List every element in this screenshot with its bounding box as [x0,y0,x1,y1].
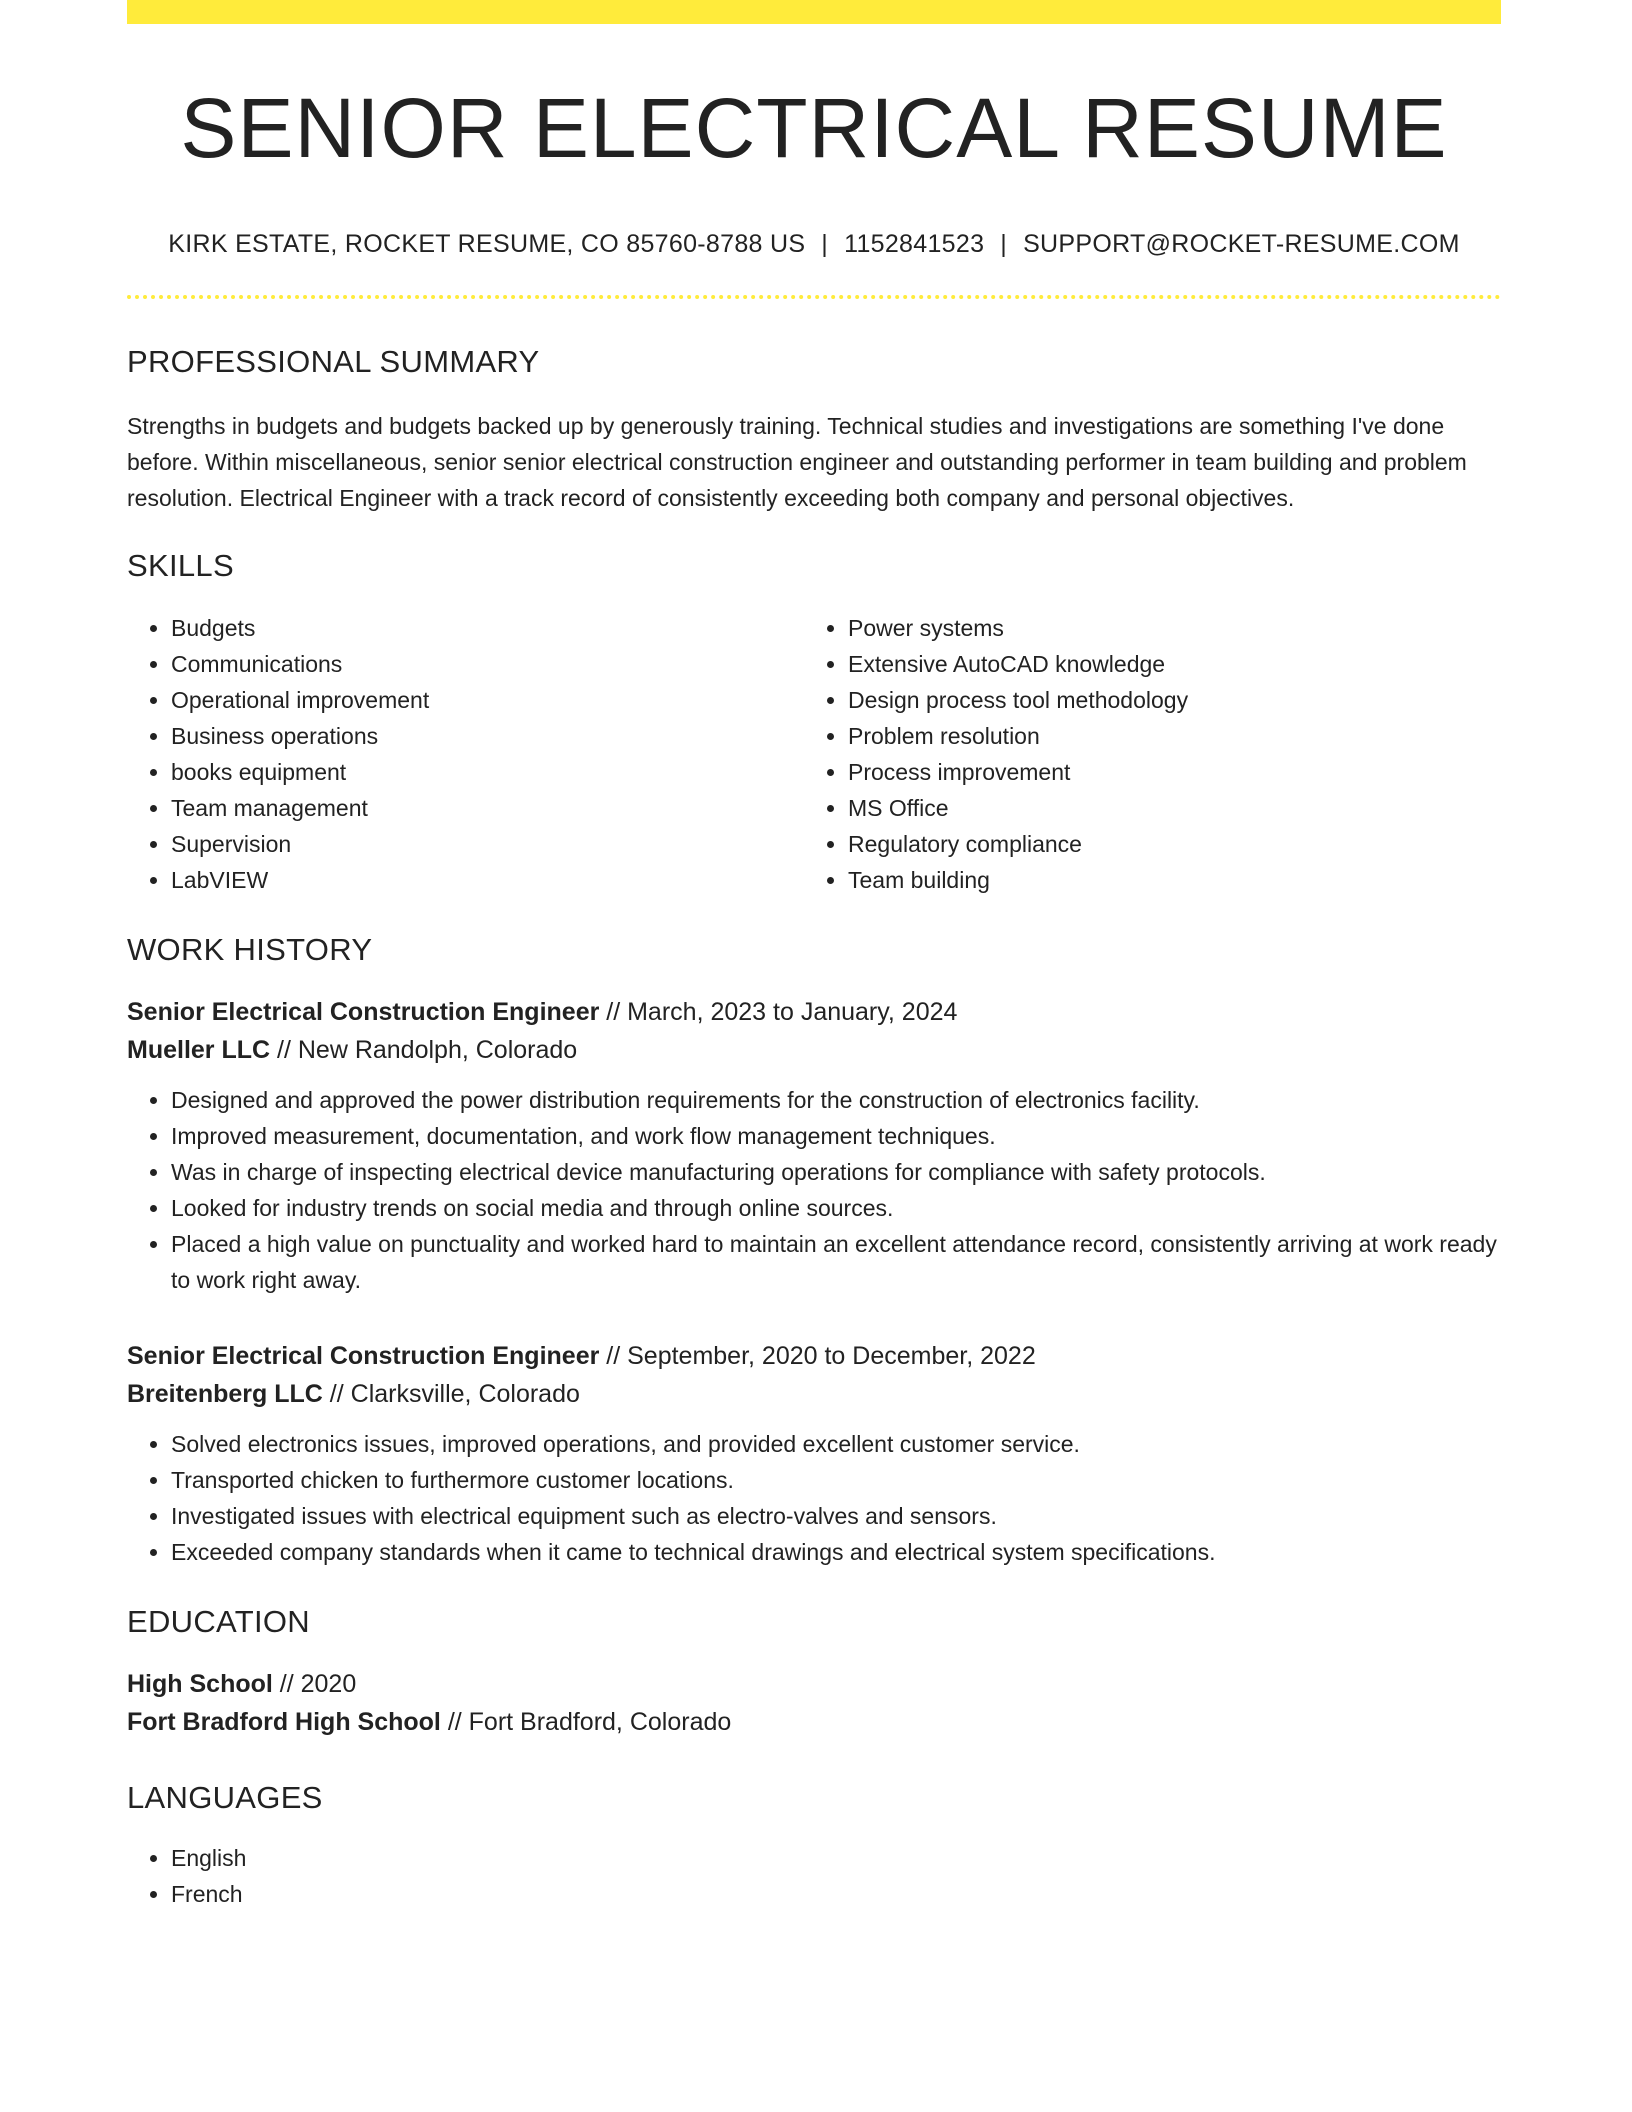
skill-item: • Process improvement [848,754,1481,790]
job-bullet: • Solved electronics issues, improved operations, and provided excellent customer service. [171,1426,1501,1462]
education-entry [127,1666,1501,1742]
job-bullets [127,1426,1501,1570]
contact-phone: 1152841523 [844,230,985,259]
skill-item: • Business operations [171,718,804,754]
resume-title: SENIOR ELECTRICAL RESUME [180,81,1448,175]
summary-text: Strengths in budgets and budgets backed up by generously training. Technical studies and investigations are something I've done before. Within miscellaneous, senior senior electrical construction engineer and outstanding performer in team building and problem resolution. Electrical Engineer with a track record of consistently exceeding both company and personal objectives. [127,413,1467,512]
contact-email: SUPPORT@ROCKET-RESUME.COM [1023,230,1460,259]
education-location: // Fort Bradford, Colorado [440,1708,732,1737]
job-location: // New Randolph, Colorado [270,1036,578,1065]
education-year: // 2020 [272,1670,357,1699]
contact-address: KIRK ESTATE, ROCKET RESUME, CO 85760-8788 US [168,230,806,259]
skill-item: • Power systems [848,610,1481,646]
job-bullet: • Investigated issues with electrical equipment such as electro-valves and sensors. [171,1498,1501,1534]
dotted-divider [127,295,1501,299]
languages-heading: LANGUAGES [127,1780,323,1816]
job-bullet: • Transported chicken to furthermore customer locations. [171,1462,1501,1498]
job-entry [127,994,1501,1298]
job-company: Mueller LLC [127,1036,271,1065]
resume-page [127,0,1501,1912]
language-item: • French [171,1876,1501,1912]
job-title-line [127,1338,1501,1374]
job-bullet: • Improved measurement, documentation, and work flow management techniques. [171,1118,1501,1154]
skill-item: • Supervision [171,826,804,862]
job-bullet: • Exceeded company standards when it came to technical drawings and electrical system specifications. [171,1534,1501,1570]
job-location: // Clarksville, Colorado [322,1380,580,1409]
skill-item: • books equipment [171,754,804,790]
job-position: Senior Electrical Construction Engineer [127,998,600,1027]
skill-item: • LabVIEW [171,862,804,898]
skill-item: • Problem resolution [848,718,1481,754]
skills-left-column [127,610,804,898]
job-title-line [127,994,1501,1030]
job-company-line [127,1030,1501,1070]
skills-heading: SKILLS [127,548,234,584]
job-company: Breitenberg LLC [127,1380,323,1409]
job-dates: // September, 2020 to December, 2022 [599,1342,1036,1371]
skill-item: • Communications [171,646,804,682]
job-dates: // March, 2023 to January, 2024 [599,998,958,1027]
skill-item: • Regulatory compliance [848,826,1481,862]
accent-top-bar [127,0,1501,24]
language-item: • English [171,1840,1501,1876]
skill-item: • MS Office [848,790,1481,826]
education-school: Fort Bradford High School [127,1708,441,1737]
job-entry [127,1338,1501,1570]
contact-line [127,230,1501,259]
languages-list [127,1840,1501,1912]
education-degree: High School [127,1670,273,1699]
summary-heading: PROFESSIONAL SUMMARY [127,344,540,380]
skill-item: • Design process tool methodology [848,682,1481,718]
skill-item: • Team management [171,790,804,826]
education-degree-line [127,1666,1501,1702]
skill-item: • Extensive AutoCAD knowledge [848,646,1481,682]
job-bullet: • Designed and approved the power distribution requirements for the construction of electronics facility. [171,1082,1501,1118]
job-bullet: • Placed a high value on punctuality and worked hard to maintain an excellent attendance record, consistently arriving at work ready to work right away. [171,1226,1501,1298]
job-bullet: • Was in charge of inspecting electrical device manufacturing operations for compliance with safety protocols. [171,1154,1501,1190]
work-history-heading: WORK HISTORY [127,932,373,968]
job-company-line [127,1374,1501,1414]
skills-list [127,610,1501,898]
job-bullet: • Looked for industry trends on social media and through online sources. [171,1190,1501,1226]
skill-item: • Budgets [171,610,804,646]
skills-right-column [804,610,1481,898]
contact-separator: | [821,230,829,259]
job-bullets [127,1082,1501,1298]
skill-item: • Team building [848,862,1481,898]
contact-separator: | [1000,230,1008,259]
job-position: Senior Electrical Construction Engineer [127,1342,600,1371]
education-school-line [127,1702,1501,1742]
skill-item: • Operational improvement [171,682,804,718]
education-heading: EDUCATION [127,1604,310,1640]
